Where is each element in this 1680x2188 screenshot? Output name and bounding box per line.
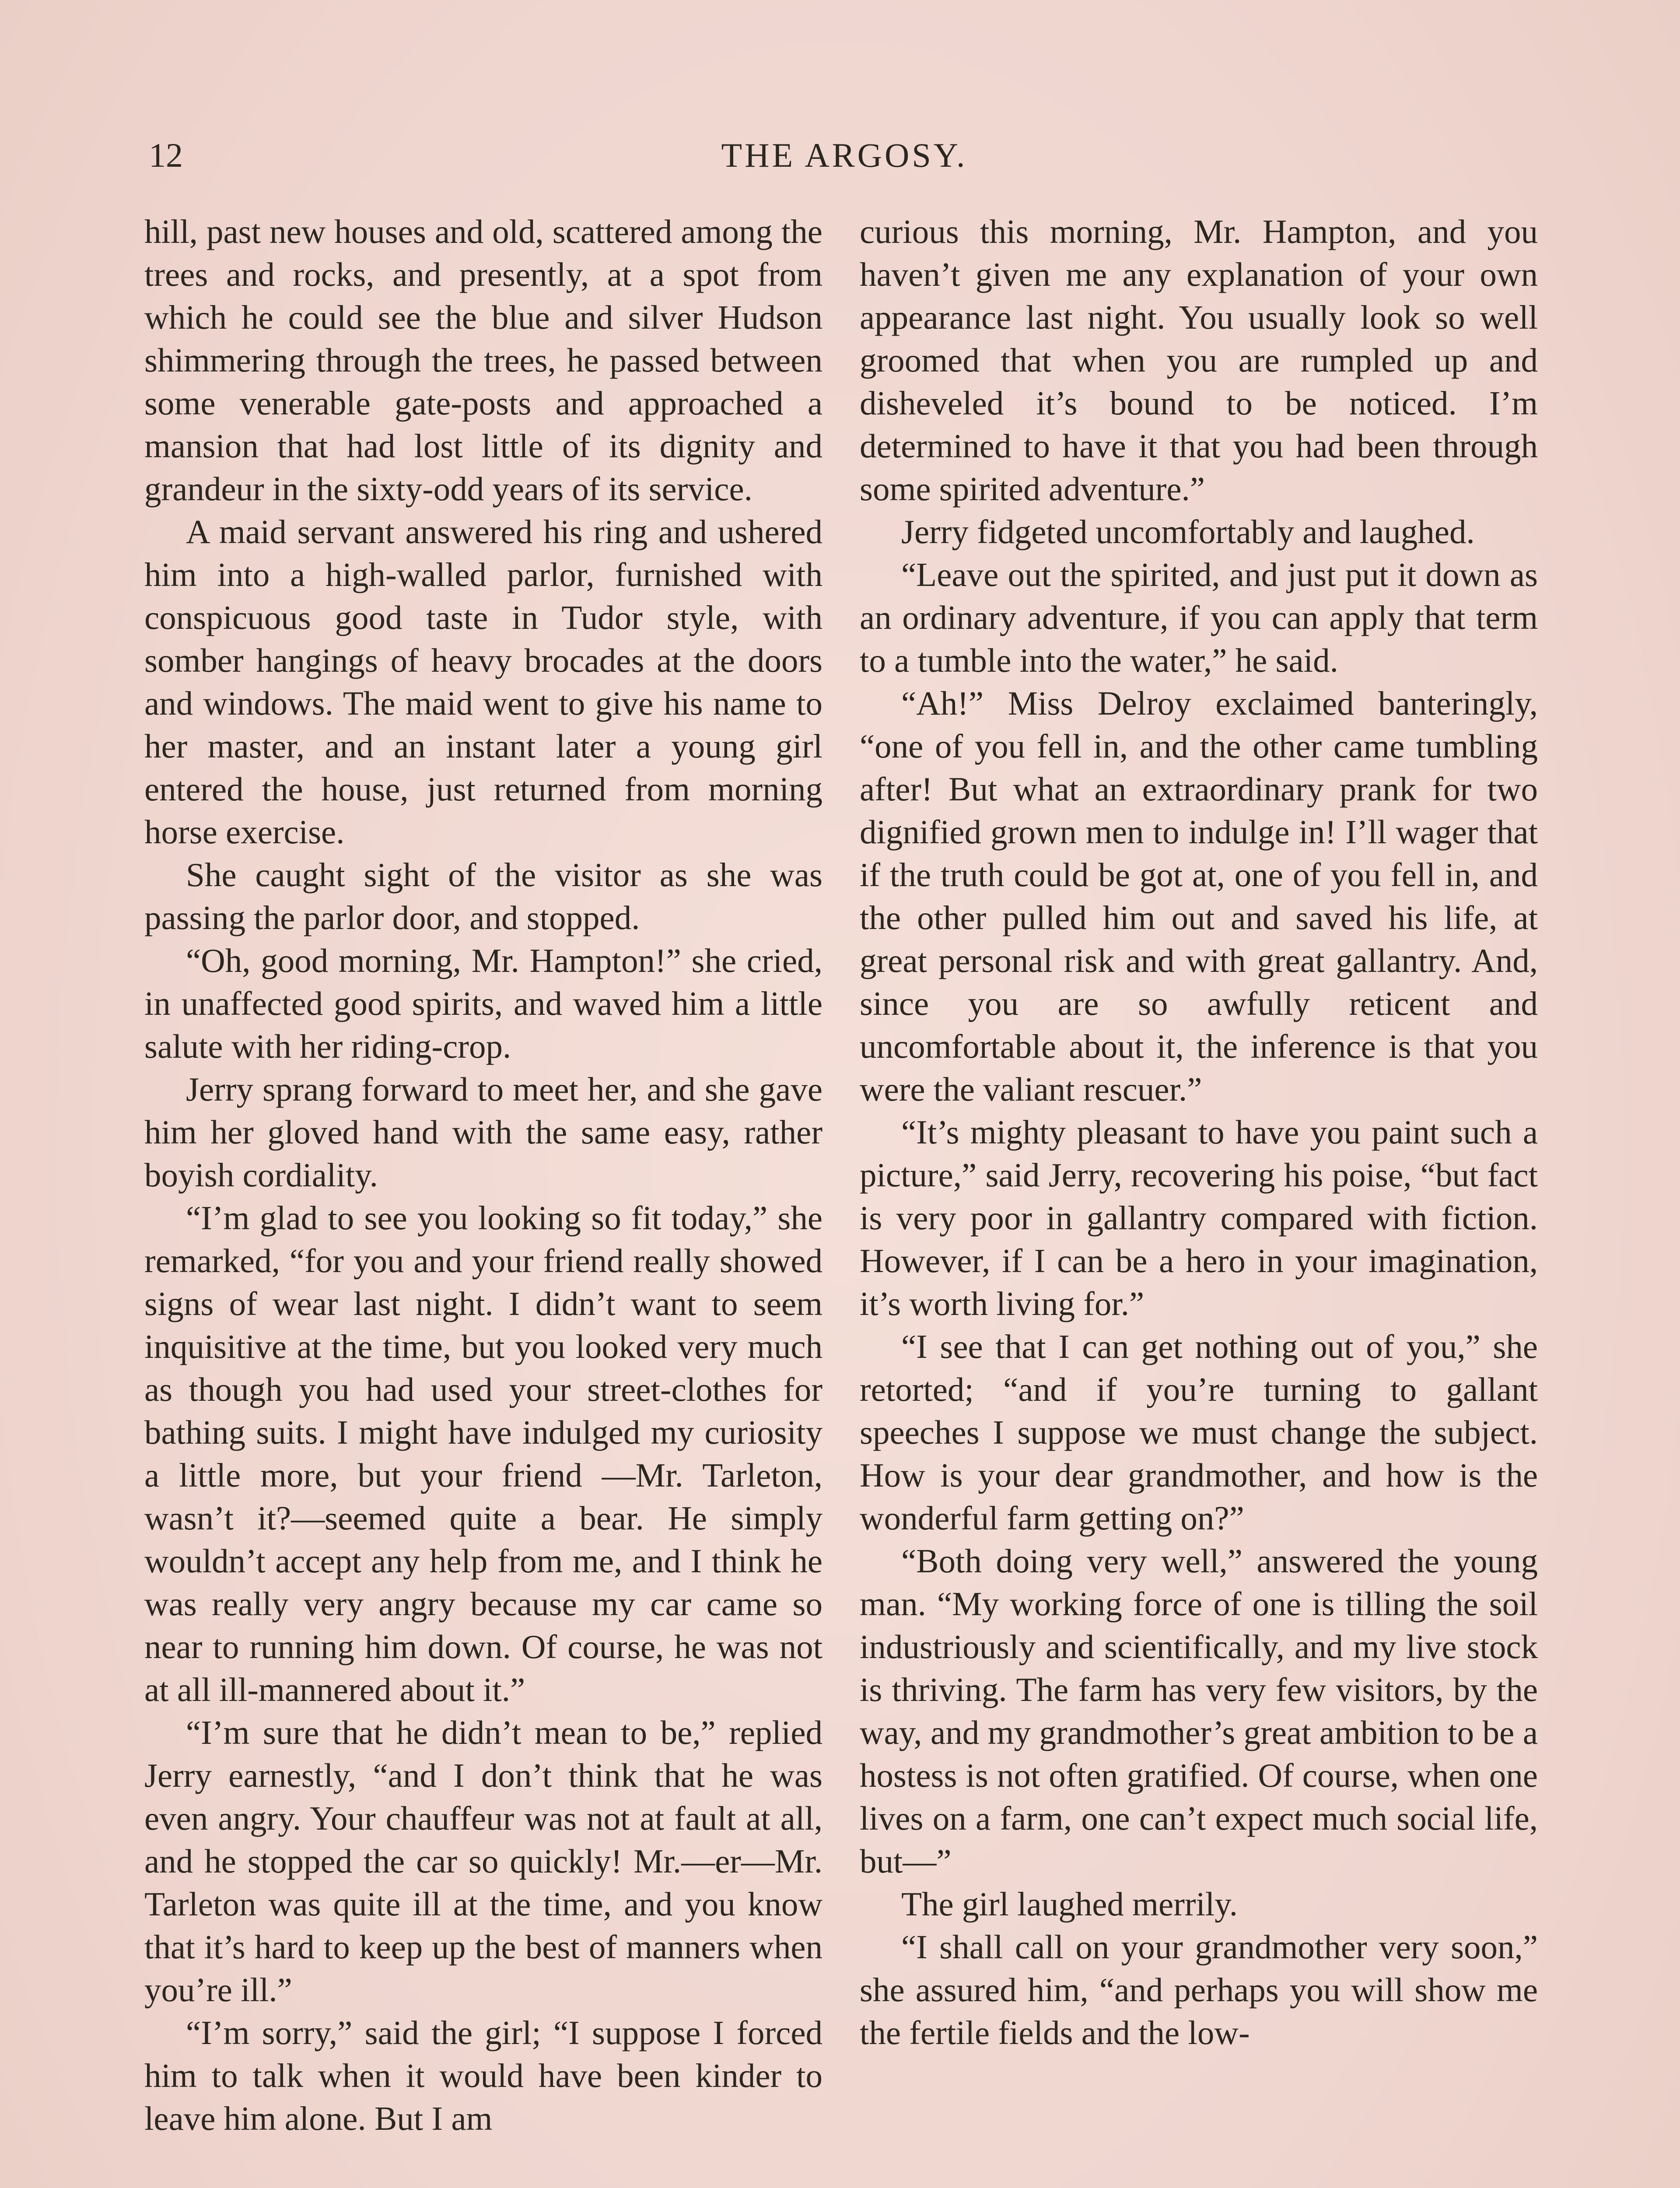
paragraph: “I shall call on your grandmother very soon,” she assured him, “and perhaps you will show me the fertile fields and the low-	[860, 1928, 1538, 2051]
paragraph: Jerry sprang forward to meet her, and she gave him her gloved hand with the same easy, rather boyish cordiality.	[144, 1070, 822, 1194]
right-text-column	[860, 210, 1538, 2054]
paragraph: “I’m sure that he didn’t mean to be,” replied Jerry earnestly, “and I don’t think that he was even angry. Your chauffeur was not at fault at all, and he stopped the car so quickly! Mr.—er—Mr. Tarleton was quite ill at the time, and you know that it’s hard to keep up the best of manners when you’re ill.”	[144, 1714, 822, 2009]
running-head-title: THE ARGOSY.	[721, 136, 968, 174]
paragraph: “Ah!” Miss Delroy exclaimed banteringly, “one of you fell in, and the other came tumbling after! But what an extraordinary prank for two dignified grown men to indulge in! I’ll wager that if the truth could be got at, one of you fell in, and the other pulled him out and saved his life, at great personal risk and with great gallantry. And, since you are so awfully reticent and uncomfortable about it, the inference is that you were the valiant rescuer.”	[860, 684, 1538, 1108]
paragraph: “It’s mighty pleasant to have you paint such a picture,” said Jerry, recovering his poise, “but fact is very poor in gallantry compared with fiction. However, if I can be a hero in your imagination, it’s worth living for.”	[860, 1113, 1538, 1322]
paragraph: “Both doing very well,” answered the young man. “My working force of one is tilling the soil industriously and scientifically, and my live stock is thriving. The farm has very few visitors, by the way, and my grandmother’s great ambition to be a hostess is not often gratified. Of course, when one lives on a farm, one can’t expect much social life, but—”	[860, 1542, 1538, 1880]
paragraph: “Leave out the spirited, and just put it down as an ordinary adventure, if you can apply that term to a tumble into the water,” he said.	[860, 556, 1538, 679]
paragraph: “I’m sorry,” said the girl; “I suppose I forced him to talk when it would have been kinder to leave him alone. But I am	[144, 2014, 822, 2137]
paragraph: The girl laughed merrily.	[901, 1885, 1238, 1923]
paragraph: “I see that I can get nothing out of you,” she retorted; “and if you’re turning to gallant speeches I suppose we must change the subject. How is your dear grandmother, and how is the wonderful farm getting on?”	[860, 1328, 1538, 1537]
paragraph: She caught sight of the visitor as she was passing the parlor door, and stopped.	[144, 856, 822, 936]
paragraph: “Oh, good morning, Mr. Hampton!” she cried, in unaffected good spirits, and waved him a little salute with her riding-crop.	[144, 942, 822, 1065]
paragraph-continuation: curious this morning, Mr. Hampton, and you haven’t given me any explanation of your own appearance last night. You usually look so well groomed that when you are rumpled up and disheveled it’s bound to be noticed. I’m determined to have it that you had been through some spirited adventure.”	[860, 213, 1538, 508]
paragraph: Jerry fidgeted uncomfortably and laughed.	[901, 513, 1475, 551]
paragraph: hill, past new houses and old, scattered among the trees and rocks, and presently, at a spot from which he could see the blue and silver Hudson shimmering through the trees, he passed between some venerable gate-posts and approached a mansion that had lost little of its dignity and grandeur in the sixty-odd years of its service.	[144, 213, 822, 508]
left-text-column	[144, 210, 822, 2140]
paragraph: “I’m glad to see you looking so fit today,” she remarked, “for you and your friend really showed signs of wear last night. I didn’t want to seem inquisitive at the time, but you looked very much as though you had used your street-clothes for bathing suits. I might have indulged my curiosity a little more, but your friend —Mr. Tarleton, wasn’t it?—seemed quite a bear. He simply wouldn’t accept any help from me, and I think he was really very angry because my car came so near to running him down. Of course, he was not at all ill-mannered about it.”	[144, 1199, 822, 1708]
page-number: 12	[149, 136, 183, 174]
paragraph: A maid servant answered his ring and ushered him into a high-walled parlor, furnished with conspicuous good taste in Tudor style, with somber hangings of heavy brocades at the doors and windows. The maid went to give his name to her master, and an instant later a young girl entered the house, just returned from morning horse exercise.	[144, 513, 822, 851]
page-header	[144, 131, 1544, 179]
